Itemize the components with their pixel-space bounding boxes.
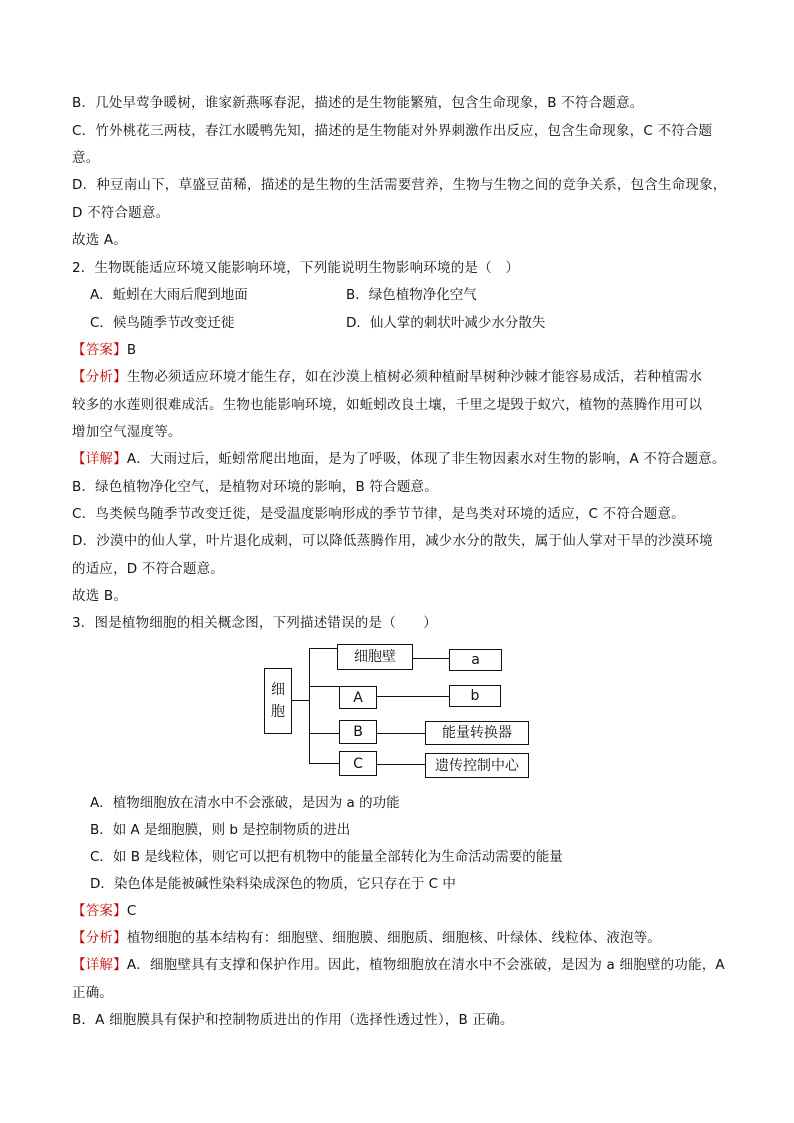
q3-analysis-text: 植物细胞的基本结构有：细胞壁、细胞膜、细胞质、细胞核、叶绿体、线粒体、液泡等。	[126, 930, 662, 946]
q2-detail	[72, 450, 726, 468]
diagram-energy-converter-box	[425, 721, 529, 745]
q3-analysis	[72, 929, 661, 947]
prev-conclusion: 故选 A。	[72, 232, 128, 248]
q3-answer	[72, 902, 136, 920]
diagram-connector	[377, 764, 425, 765]
diagram-B-box	[339, 720, 377, 744]
diagram-genetic-control-box	[425, 753, 529, 778]
diagram-connector	[309, 763, 339, 764]
diagram-connector	[292, 700, 309, 701]
diagram-trunk-line	[309, 648, 310, 763]
q2-option-d: D．仙人掌的刺状叶减少水分散失	[346, 315, 546, 331]
q2-detail-c: C．鸟类候鸟随季节改变迁徙，是受温度影响形成的季节节律，是鸟类对环境的适应，C 不符合题意。	[72, 506, 685, 522]
diagram-cell-wall-box	[337, 644, 413, 670]
q3-option-a: A．植物细胞放在清水中不会涨破，是因为 a 的功能	[90, 795, 400, 811]
q3-option-d: D．染色体是能被碱性染料染成深色的物质，它只存在于 C 中	[90, 876, 456, 892]
prev-option-b-explanation: B．几处早莺争暖树，谁家新燕啄春泥，描述的是生物能繁殖，包含生命现象，B 不符合题意。	[72, 95, 644, 111]
diagram-connector	[309, 733, 339, 734]
q2-analysis-tag: 【分析】	[72, 369, 127, 385]
q3-detail-a: A．细胞壁具有支撑和保护作用。因此，植物细胞放在清水中不会涨破，是因为 a 细胞壁的功能，A	[126, 957, 725, 973]
prev-option-d-explanation: D．种豆南山下，草盛豆苗稀，描述的是生物的生活需要营养，生物与生物之间的竞争关系，包含生命现象，	[72, 177, 727, 193]
q2-detail-tag: 【详解】	[72, 451, 127, 467]
q3-analysis-tag: 【分析】	[72, 930, 127, 946]
q3-answer-value: C	[126, 903, 137, 919]
q2-answer	[72, 341, 136, 359]
q2-analysis-cont-2: 增加空气湿度等。	[72, 424, 182, 440]
q2-analysis-cont-1: 较多的水莲则很难成活。生物也能影响环境，如蚯蚓改良土壤，千里之堤毁于蚁穴，植物的蒸腾作用可以	[72, 397, 703, 413]
q3-detail	[72, 956, 725, 974]
diagram-A-box	[339, 686, 377, 709]
diagram-energy-converter-label: 能量转换器	[442, 725, 512, 741]
diagram-root-char-2: 胞	[271, 704, 285, 720]
diagram-C-label: C	[353, 755, 363, 772]
diagram-connector	[377, 696, 449, 697]
q3-detail-b: B．A 细胞膜具有保护和控制物质进出的作用（选择性透过性），B 正确。	[72, 1012, 514, 1028]
diagram-genetic-control-label: 遗传控制中心	[435, 757, 519, 774]
diagram-connector	[377, 733, 425, 734]
q3-option-b: B．如 A 是细胞膜，则 b 是控制物质的进出	[90, 822, 351, 838]
diagram-connector	[309, 648, 337, 649]
q2-option-b: B．绿色植物净化空气	[346, 287, 477, 303]
prev-option-d-explanation-cont: D 不符合题意。	[72, 205, 170, 221]
q3-detail-a-cont: 正确。	[72, 985, 114, 1001]
diagram-root-box	[264, 668, 292, 734]
q2-detail-d: D．沙漠中的仙人掌，叶片退化成刺，可以降低蒸腾作用，减少水分的散失，属于仙人掌对干旱的沙漠环境	[72, 533, 713, 549]
diagram-cell-wall-label: 细胞壁	[354, 649, 396, 665]
diagram-b-box	[449, 685, 501, 707]
q2-option-c: C．候鸟随季节改变迁徙	[90, 315, 235, 331]
q3-option-c: C．如 B 是线粒体，则它可以把有机物中的能量全部转化为生命活动需要的能量	[90, 849, 563, 865]
q2-conclusion: 故选 B。	[72, 588, 128, 604]
q3-stem: 3．图是植物细胞的相关概念图，下列描述错误的是（ ）	[72, 615, 437, 631]
q2-detail-b: B．绿色植物净化空气，是植物对环境的影响，B 符合题意。	[72, 479, 438, 495]
q2-stem: 2．生物既能适应环境又能影响环境，下列能说明生物影响环境的是（ ）	[72, 260, 520, 276]
q2-analysis-text: 生物必须适应环境才能生存，如在沙漠上植树必须种植耐旱树种沙棘才能容易成活，若种植需水	[126, 369, 703, 385]
q2-answer-value: B	[126, 342, 137, 358]
q2-detail-a: A．大雨过后，蚯蚓常爬出地面，是为了呼吸，体现了非生物因素水对生物的影响，A 不符合题意。	[126, 451, 726, 467]
q2-detail-d-cont: 的适应，D 不符合题意。	[72, 561, 225, 577]
q2-analysis	[72, 368, 702, 386]
prev-option-c-explanation-cont: 意。	[72, 150, 100, 166]
diagram-b-label: b	[470, 688, 480, 704]
diagram-a-label: a	[471, 652, 480, 668]
diagram-B-label: B	[353, 724, 363, 740]
q3-answer-tag: 【答案】	[72, 903, 127, 919]
diagram-connector	[413, 658, 449, 659]
q2-answer-tag: 【答案】	[72, 342, 127, 358]
diagram-A-label: A	[353, 689, 363, 706]
diagram-C-box	[339, 751, 377, 776]
diagram-a-box	[449, 649, 502, 671]
diagram-root-char-1: 细	[271, 682, 285, 698]
diagram-connector	[309, 686, 339, 687]
prev-option-c-explanation: C．竹外桃花三两枝，春江水暖鸭先知，描述的是生物能对外界刺激作出反应，包含生命现象，C 不符合题	[72, 123, 713, 139]
cell-concept-diagram	[264, 644, 534, 784]
q3-detail-tag: 【详解】	[72, 957, 127, 973]
q2-option-a: A．蚯蚓在大雨后爬到地面	[90, 287, 248, 303]
